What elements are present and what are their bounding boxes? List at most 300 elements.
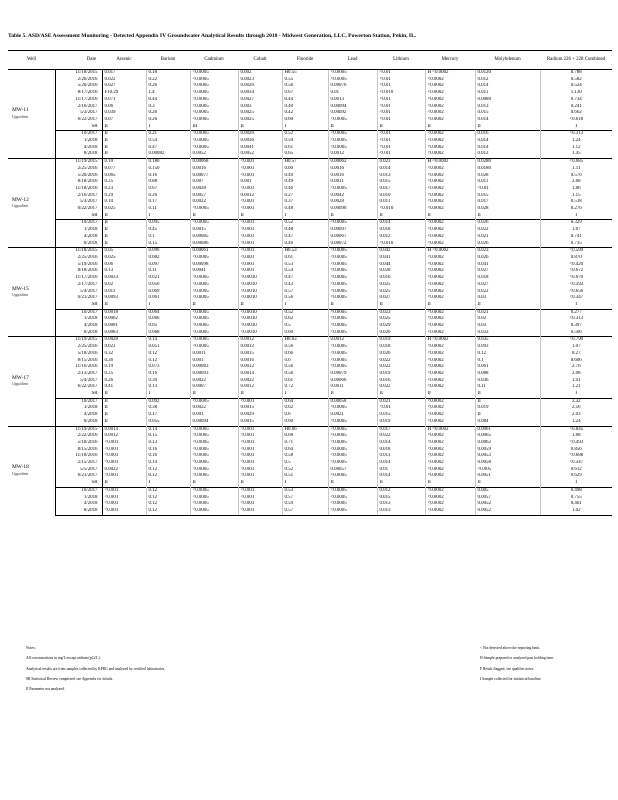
value-cell: <0.0002 bbox=[425, 419, 475, 426]
value-cell: <0.0005 bbox=[328, 473, 377, 480]
date-cell: 11/18/2015 bbox=[55, 70, 102, 77]
value-cell: 0.028 bbox=[377, 268, 425, 275]
value-cell: 0.0027 bbox=[238, 97, 282, 104]
value-cell: 0.023 bbox=[475, 248, 540, 255]
value-cell: 0.46 bbox=[282, 186, 328, 193]
value-cell: <0.0010 bbox=[238, 295, 282, 302]
value-cell: 1.15 bbox=[571, 192, 581, 198]
date-cell: SR bbox=[55, 391, 102, 398]
value-cell: 1.67 bbox=[571, 227, 581, 233]
value-cell: <0.01 bbox=[377, 70, 425, 77]
value-cell: 0.0028 bbox=[328, 199, 377, 206]
value-cell: 0.13 bbox=[146, 440, 190, 447]
value-cell: <0.001 bbox=[238, 248, 282, 255]
value-cell: <0.0002 bbox=[425, 90, 475, 97]
value-cell: 0.241 bbox=[570, 103, 582, 109]
value-cell: 0.00076 bbox=[328, 83, 377, 90]
value-cell: 0.277 bbox=[540, 309, 612, 316]
date-cell: 5/18/2016 bbox=[55, 440, 102, 447]
value-cell: <0.0005 bbox=[190, 501, 238, 508]
date-cell: 8/15/2016 bbox=[55, 358, 102, 365]
value-cell: 1.21 bbox=[571, 384, 581, 390]
value-cell: II bbox=[102, 405, 146, 412]
value-cell: <0.0005 bbox=[190, 337, 238, 344]
value-cell: II bbox=[475, 480, 540, 487]
table-row bbox=[8, 289, 612, 296]
value-cell: <0.010 bbox=[377, 206, 425, 213]
well-gradient: Upgradient bbox=[12, 293, 29, 298]
value-cell: 0.061 bbox=[146, 295, 190, 302]
value-cell: <0.0005 bbox=[328, 433, 377, 440]
value-cell: <0.0005 bbox=[190, 433, 238, 440]
value-cell: <0.001 bbox=[238, 473, 282, 480]
value-cell: 0.61 bbox=[282, 255, 328, 262]
value-cell: 0.0034 bbox=[238, 90, 282, 97]
value-cell: II bbox=[328, 124, 377, 131]
value-cell: II bbox=[377, 391, 425, 398]
value-cell: 0.026 bbox=[377, 351, 425, 358]
value-cell: 0.012 bbox=[475, 151, 540, 158]
col-header-well: Well bbox=[8, 51, 55, 70]
date-cell: 4/2018 bbox=[55, 234, 102, 241]
well-name: MW-18 bbox=[12, 464, 29, 471]
value-cell: II bbox=[425, 213, 475, 220]
value-cell: II bbox=[475, 213, 540, 220]
value-cell: 0.00062 bbox=[328, 159, 377, 166]
date-cell: 1/2018 bbox=[55, 405, 102, 412]
value-cell: 0.001 bbox=[190, 358, 238, 365]
value-cell: I bbox=[575, 123, 578, 129]
well-cell bbox=[8, 337, 55, 426]
value-cell: 0.52 bbox=[282, 220, 328, 227]
value-cell: 0.021 bbox=[102, 344, 146, 351]
date-cell: 4/2018 bbox=[55, 412, 102, 419]
value-cell: 0.022 bbox=[377, 384, 425, 391]
value-cell: <0.01 bbox=[377, 117, 425, 124]
value-cell: II bbox=[190, 213, 238, 220]
date-cell: 11/18/2016 bbox=[55, 453, 102, 460]
value-cell: 0.59 bbox=[282, 138, 328, 145]
value-cell: I bbox=[146, 213, 190, 220]
value-cell: I bbox=[282, 391, 328, 398]
value-cell: 0.042 bbox=[377, 248, 425, 255]
value-cell: 0.025 bbox=[102, 255, 146, 262]
value-cell: <0.0002 bbox=[425, 97, 475, 104]
date-cell: 2/22/2016 bbox=[55, 433, 102, 440]
date-cell: SR bbox=[55, 302, 102, 309]
value-cell: 0.011 bbox=[475, 179, 540, 186]
value-cell: H0.55 bbox=[282, 70, 328, 77]
value-cell: <0.0005 bbox=[190, 495, 238, 502]
value-cell: 0.014 bbox=[377, 166, 425, 173]
value-cell: <0.001 bbox=[238, 440, 282, 447]
value-cell: 0.026 bbox=[475, 241, 540, 248]
value-cell: 0.019 bbox=[475, 405, 540, 412]
value-cell: 0.022 bbox=[475, 289, 540, 296]
date-cell: 11/18/2015 bbox=[55, 248, 102, 255]
value-cell: 0.0058 bbox=[475, 460, 540, 467]
value-cell: 0.00082 bbox=[146, 151, 190, 158]
value-cell: 0.19 bbox=[102, 364, 146, 371]
value-cell: <0.001 bbox=[238, 495, 282, 502]
value-cell: 0.25 bbox=[102, 371, 146, 378]
well-name: MW-17 bbox=[12, 374, 29, 381]
value-cell: <0.0005 bbox=[190, 330, 238, 337]
value-cell: <0.0002 bbox=[425, 220, 475, 227]
value-cell: II bbox=[102, 124, 146, 131]
value-cell: 0.002 bbox=[238, 70, 282, 77]
date-cell: 11/18/2016 bbox=[55, 186, 102, 193]
value-cell: <0.001 bbox=[238, 234, 282, 241]
value-cell: 0.5 bbox=[282, 323, 328, 330]
date-cell: 5/5/2017 bbox=[55, 467, 102, 474]
table-row bbox=[8, 131, 612, 138]
value-cell: 0.0013 bbox=[328, 97, 377, 104]
value-cell: <0.0005 bbox=[190, 398, 238, 405]
value-cell: 0.013 bbox=[377, 453, 425, 460]
well-name: MW-11 bbox=[12, 107, 29, 114]
value-cell: 0.014 bbox=[377, 440, 425, 447]
value-cell: <0.0002 bbox=[425, 145, 475, 152]
value-cell: <0.0005 bbox=[328, 275, 377, 282]
date-cell: 2/25/2016 bbox=[55, 344, 102, 351]
value-cell: 0.12 bbox=[146, 501, 190, 508]
value-cell: 0.16 bbox=[146, 453, 190, 460]
value-cell: <0.0002 bbox=[425, 473, 475, 480]
value-cell: 0.0012 bbox=[328, 337, 377, 344]
date-cell: 6/22/2017 bbox=[55, 117, 102, 124]
value-cell: 0.21 bbox=[146, 131, 190, 138]
value-cell: 0.0042 bbox=[328, 193, 377, 200]
value-cell: 0.0033 bbox=[102, 275, 146, 282]
value-cell: 0.011 bbox=[102, 289, 146, 296]
table-row bbox=[8, 440, 612, 447]
value-cell: 0.0028 bbox=[102, 337, 146, 344]
well-gradient: Upgradient bbox=[12, 382, 29, 387]
value-cell: 0.612 bbox=[570, 466, 582, 472]
value-cell: III bbox=[190, 124, 238, 131]
value-cell: 0.741 bbox=[570, 233, 582, 239]
date-cell: 1/2018 bbox=[55, 138, 102, 145]
date-cell: 2/17/2017 bbox=[55, 282, 102, 289]
table-row bbox=[8, 419, 612, 426]
value-cell: 0.56 bbox=[282, 295, 328, 302]
value-cell: 0.65 bbox=[282, 151, 328, 158]
table-row bbox=[8, 391, 612, 398]
value-cell: 0.12 bbox=[146, 358, 190, 365]
value-cell: <0.0005 bbox=[328, 358, 377, 365]
value-cell: 0.0051 bbox=[475, 473, 540, 480]
value-cell: 0.16 bbox=[146, 173, 190, 180]
value-cell: 0.0023 bbox=[238, 77, 282, 84]
col-header-lead: Lead bbox=[328, 51, 377, 70]
value-cell: 0.12 bbox=[146, 495, 190, 502]
value-cell: 0.0011 bbox=[328, 179, 377, 186]
table-row bbox=[8, 337, 612, 344]
date-cell: 5/20/2016 bbox=[55, 173, 102, 180]
value-cell: H0.63 bbox=[282, 337, 328, 344]
value-cell: II bbox=[238, 302, 282, 309]
value-cell: 0.518 bbox=[570, 199, 582, 205]
value-cell: 0.07 bbox=[102, 117, 146, 124]
value-cell: 0.582 bbox=[570, 76, 582, 82]
value-cell: <0.0005 bbox=[328, 440, 377, 447]
value-cell: <0.0002 bbox=[425, 447, 475, 454]
value-cell: <0.0005 bbox=[328, 487, 377, 494]
value-cell: 0.00097 bbox=[328, 227, 377, 234]
value-cell: 0.64 bbox=[282, 447, 328, 454]
value-cell: II bbox=[475, 124, 540, 131]
value-cell: <0.0002 bbox=[425, 501, 475, 508]
value-cell: <0.0005 bbox=[328, 248, 377, 255]
value-cell: <0.0005 bbox=[190, 316, 238, 323]
value-cell: 0.54 bbox=[282, 268, 328, 275]
col-header-radium: Radium 226 + 228 Combined bbox=[540, 51, 612, 70]
col-header-date: Date bbox=[55, 51, 102, 70]
table-row bbox=[8, 508, 612, 515]
table-row bbox=[8, 166, 612, 173]
value-cell: II bbox=[377, 302, 425, 309]
value-cell: 0.026 bbox=[475, 220, 540, 227]
value-cell: II bbox=[475, 398, 540, 405]
value-cell: <0.0005 bbox=[328, 268, 377, 275]
value-cell: <0.0005 bbox=[328, 282, 377, 289]
value-cell: 0.66 bbox=[282, 351, 328, 358]
date-cell: 2/13/2017 bbox=[55, 371, 102, 378]
value-cell: 0.065 bbox=[102, 173, 146, 180]
value-cell: <0.0002 bbox=[425, 440, 475, 447]
notes-right bbox=[480, 643, 554, 684]
value-cell: <0.393 bbox=[569, 281, 584, 287]
value-cell: II bbox=[475, 391, 540, 398]
value-cell: 0.150 bbox=[146, 166, 190, 173]
value-cell: 0.019 bbox=[377, 371, 425, 378]
value-cell: 0.0011 bbox=[328, 384, 377, 391]
value-cell: <0.0005 bbox=[328, 289, 377, 296]
table-row bbox=[8, 473, 612, 480]
value-cell: <0.0005 bbox=[190, 138, 238, 145]
value-cell: 0.56 bbox=[282, 83, 328, 90]
notes-left bbox=[26, 643, 165, 694]
value-cell: 2.08 bbox=[571, 370, 581, 376]
value-cell: <0.0002 bbox=[425, 351, 475, 358]
value-cell: 0.025 bbox=[377, 289, 425, 296]
value-cell: 0.12 bbox=[146, 508, 190, 515]
value-cell: <0.001 bbox=[238, 433, 282, 440]
value-cell: 0.60 bbox=[282, 166, 328, 173]
value-cell: 1.11 bbox=[572, 165, 581, 171]
value-cell: 0.60 bbox=[282, 419, 328, 426]
value-cell: II bbox=[190, 302, 238, 309]
value-cell: 0.095 bbox=[146, 220, 190, 227]
value-cell: 0.44 bbox=[282, 97, 328, 104]
value-cell: 0.0052 bbox=[190, 151, 238, 158]
value-cell: <0.790 bbox=[540, 337, 612, 344]
table-row bbox=[8, 255, 612, 262]
date-cell: 2/15/2017 bbox=[55, 460, 102, 467]
value-cell: 0.082 bbox=[146, 255, 190, 262]
value-cell: <0.001 bbox=[238, 487, 282, 494]
value-cell: 2.32 bbox=[540, 398, 612, 405]
value-cell: I bbox=[282, 213, 328, 220]
date-cell: 5/18/2016 bbox=[55, 351, 102, 358]
value-cell: <0.0005 bbox=[190, 453, 238, 460]
table-row bbox=[8, 199, 612, 206]
table-row bbox=[8, 309, 612, 316]
value-cell: I bbox=[575, 480, 578, 486]
value-cell: <0.845 bbox=[540, 426, 612, 433]
value-cell: 0.00067 bbox=[328, 234, 377, 241]
value-cell: 0.397 bbox=[570, 323, 582, 329]
value-cell: 0.53 bbox=[282, 487, 328, 494]
value-cell: II bbox=[328, 213, 377, 220]
value-cell: <0.01 bbox=[377, 97, 425, 104]
value-cell: 0.17 bbox=[146, 199, 190, 206]
table-row bbox=[8, 151, 612, 158]
value-cell: 0.40 bbox=[282, 104, 328, 111]
value-cell: 0.0022 bbox=[190, 378, 238, 385]
value-cell: 0.00057 bbox=[328, 467, 377, 474]
value-cell: 0.0280 bbox=[475, 159, 540, 166]
value-cell: 0.097 bbox=[146, 262, 190, 269]
value-cell: II bbox=[102, 391, 146, 398]
table-row bbox=[8, 77, 612, 84]
table-row bbox=[8, 70, 612, 77]
value-cell: 0.52 bbox=[282, 309, 328, 316]
value-cell: 0.093 bbox=[475, 344, 540, 351]
value-cell: 0.029 bbox=[377, 323, 425, 330]
value-cell: II bbox=[377, 480, 425, 487]
value-cell: <0.685 bbox=[540, 159, 612, 166]
table-row bbox=[8, 241, 612, 248]
value-cell: <0.0002 bbox=[425, 275, 475, 282]
value-cell: <0.0002 bbox=[425, 467, 475, 474]
value-cell: <0.0005 bbox=[190, 275, 238, 282]
value-cell: 1.24 bbox=[571, 418, 581, 424]
value-cell: II bbox=[190, 391, 238, 398]
table-row bbox=[8, 268, 612, 275]
table-row bbox=[8, 262, 612, 269]
value-cell: 0.11 bbox=[146, 206, 190, 213]
value-cell: 0.49 bbox=[282, 179, 328, 186]
value-cell: 0.576 bbox=[570, 172, 582, 178]
table-row bbox=[8, 447, 612, 454]
value-cell: 0.29 bbox=[102, 193, 146, 200]
value-cell: 0.498 bbox=[540, 487, 612, 494]
value-cell: <0.0005 bbox=[328, 262, 377, 269]
value-cell: 0.05 bbox=[146, 323, 190, 330]
date-cell: 2/16/2017 bbox=[55, 104, 102, 111]
value-cell: 0.0052 bbox=[238, 151, 282, 158]
value-cell: II bbox=[102, 241, 146, 248]
date-cell: 11/16/2016 bbox=[55, 364, 102, 371]
value-cell: II bbox=[328, 302, 377, 309]
value-cell: <0.313 bbox=[569, 316, 584, 322]
value-cell: II bbox=[238, 391, 282, 398]
value-cell: II bbox=[425, 391, 475, 398]
value-cell: 0.016 bbox=[377, 378, 425, 385]
value-cell: 0.015 bbox=[377, 412, 425, 419]
value-cell: <0.001 bbox=[238, 453, 282, 460]
value-cell: 0.45 bbox=[146, 227, 190, 234]
value-cell: 0.14 bbox=[146, 460, 190, 467]
table-row bbox=[8, 282, 612, 289]
value-cell: 1.130 bbox=[570, 90, 582, 96]
value-cell: <0.001 bbox=[238, 186, 282, 193]
date-cell: 8/2018 bbox=[55, 419, 102, 426]
value-cell: <0.0005 bbox=[328, 419, 377, 426]
value-cell: II bbox=[238, 480, 282, 487]
value-cell: 0.0062 bbox=[475, 440, 540, 447]
value-cell: 1.86 bbox=[571, 185, 581, 191]
note-line: < Not detected above the reporting limit. bbox=[480, 646, 541, 650]
value-cell: <0.0005 bbox=[328, 316, 377, 323]
value-cell: 0.3 bbox=[146, 104, 190, 111]
table-row bbox=[8, 179, 612, 186]
value-cell: II bbox=[377, 213, 425, 220]
value-cell: 0.12 bbox=[146, 351, 190, 358]
value-cell: 0.027 bbox=[377, 295, 425, 302]
value-cell: <0.0010 bbox=[238, 316, 282, 323]
value-cell: 0.46 bbox=[282, 241, 328, 248]
value-cell: <0.493 bbox=[569, 439, 584, 445]
value-cell: 0.018 bbox=[377, 344, 425, 351]
value-cell: 0.00093 bbox=[190, 371, 238, 378]
value-cell: <0.01 bbox=[475, 186, 540, 193]
value-cell: 1.24 bbox=[571, 138, 581, 144]
value-cell: <0.001 bbox=[238, 220, 282, 227]
table-row bbox=[8, 248, 612, 255]
table-row bbox=[8, 453, 612, 460]
value-cell: <0.688 bbox=[569, 453, 584, 459]
value-cell: 0.014 bbox=[377, 473, 425, 480]
value-cell: <0.0002 bbox=[425, 151, 475, 158]
value-cell: <0.0010 bbox=[238, 323, 282, 330]
value-cell: 0.26 bbox=[146, 193, 190, 200]
value-cell: <0.001 bbox=[238, 241, 282, 248]
value-cell: 0.52 bbox=[282, 467, 328, 474]
value-cell: 0.011 bbox=[377, 199, 425, 206]
value-cell: 2.76 bbox=[571, 364, 581, 370]
value-cell: 0.028 bbox=[475, 206, 540, 213]
value-cell: 0.0007 bbox=[190, 384, 238, 391]
value-cell: 0.51 bbox=[282, 473, 328, 480]
value-cell: 0.56 bbox=[282, 344, 328, 351]
note-line: SR Statistical Review completed; see Appendix for details. bbox=[26, 676, 114, 681]
date-cell: 1/2018 bbox=[55, 227, 102, 234]
value-cell: 0.870 bbox=[570, 254, 582, 260]
value-cell: 0.0022 bbox=[102, 467, 146, 474]
value-cell: 0.022 bbox=[475, 227, 540, 234]
value-cell: 0.017 bbox=[102, 70, 146, 77]
value-cell: <0.0005 bbox=[190, 117, 238, 124]
value-cell: 0.180 bbox=[146, 159, 190, 166]
table-row bbox=[8, 495, 612, 502]
value-cell: 0.066 bbox=[146, 316, 190, 323]
value-cell: <0.347 bbox=[569, 295, 584, 301]
value-cell: <0.0005 bbox=[328, 70, 377, 77]
note-line: I Sample collected for statistical baseline. bbox=[480, 676, 542, 681]
value-cell: 0.011 bbox=[475, 90, 540, 97]
value-cell: 0.0022 bbox=[190, 405, 238, 412]
value-cell: <0.0002 bbox=[425, 179, 475, 186]
value-cell: 0.59 bbox=[282, 501, 328, 508]
value-cell: 1.91 bbox=[571, 377, 581, 383]
value-cell: F10.29 bbox=[102, 90, 146, 97]
value-cell: 0.0016 bbox=[328, 173, 377, 180]
value-cell: 0.088 bbox=[475, 371, 540, 378]
value-cell: <0.0002 bbox=[425, 186, 475, 193]
